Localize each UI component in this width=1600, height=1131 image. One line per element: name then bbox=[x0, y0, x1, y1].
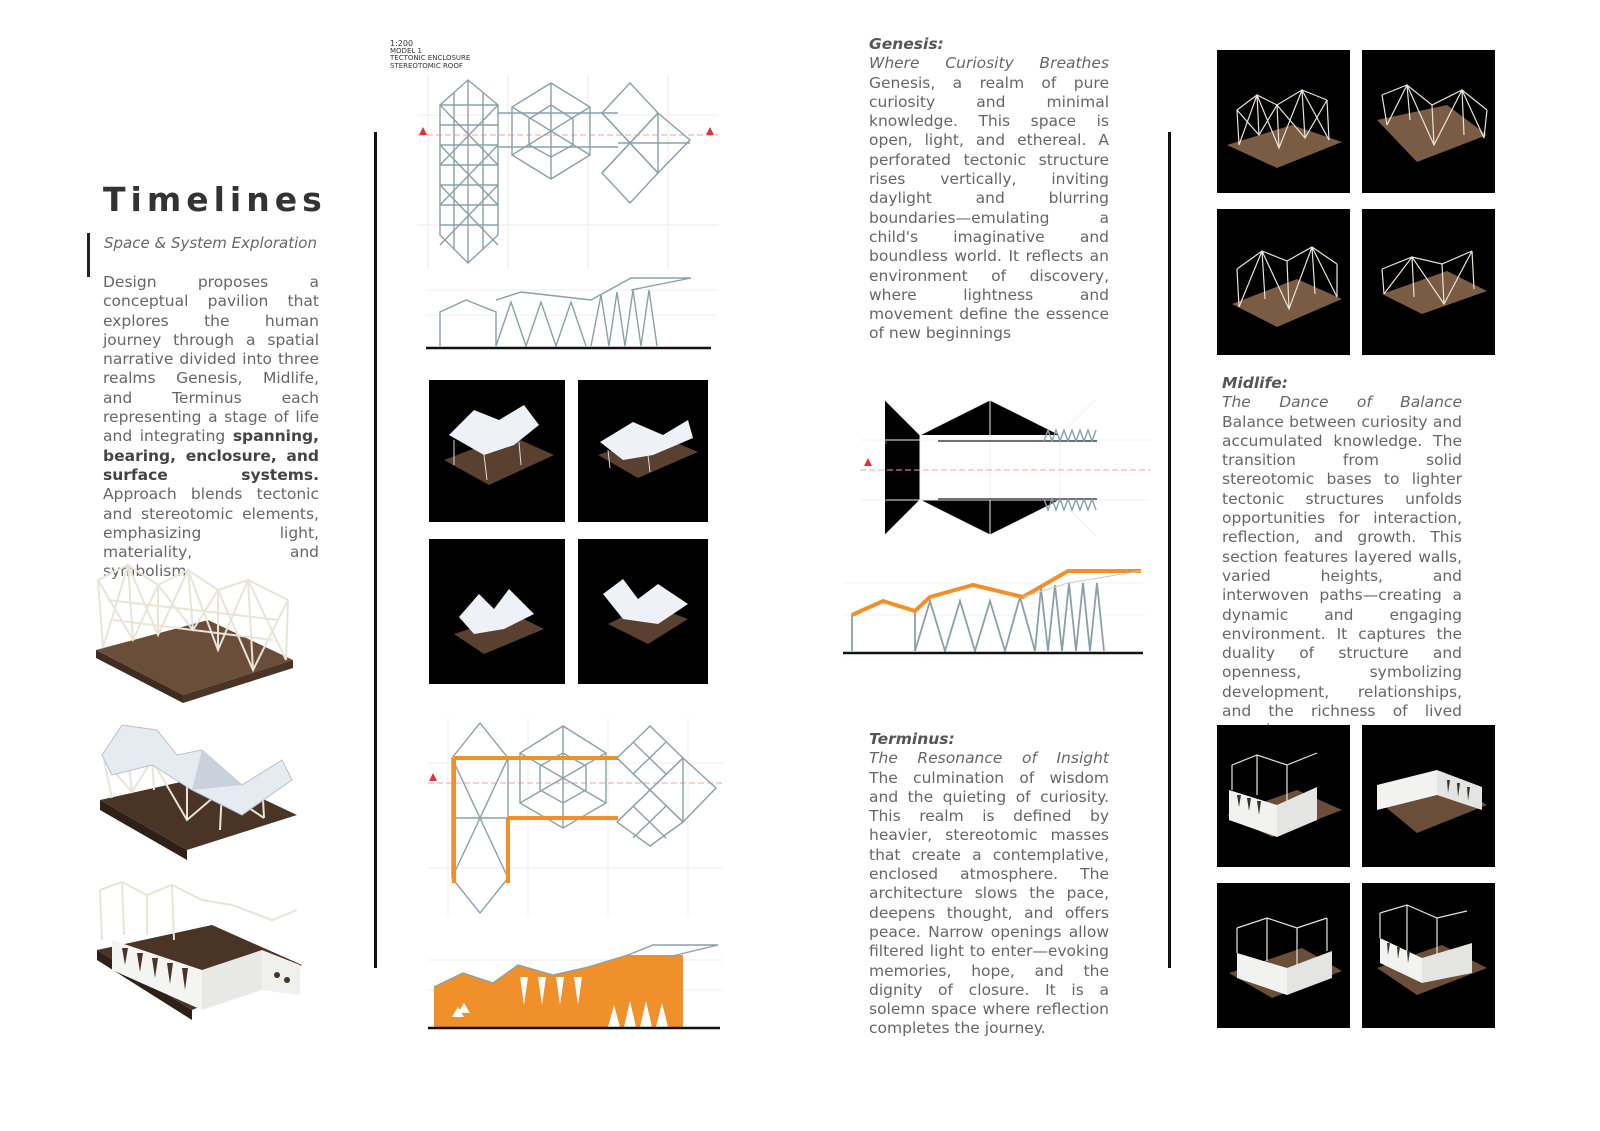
intro-text-bold: spanning, bearing, enclosure, and surface systems. bbox=[103, 427, 319, 484]
page-subtitle: Space & System Exploration bbox=[104, 234, 317, 252]
genesis-heading: Genesis: bbox=[869, 35, 944, 53]
model-photo-midlife-3 bbox=[1217, 209, 1350, 355]
model-line-2: STEREOTOMIC ROOF bbox=[390, 61, 463, 70]
model-label: MODEL 1 bbox=[390, 46, 422, 55]
genesis-subheading: Where Curiosity Breathes bbox=[869, 54, 1109, 73]
intro-paragraph bbox=[103, 273, 319, 582]
divider-right bbox=[1168, 132, 1171, 968]
section-drawing-genesis bbox=[426, 270, 716, 352]
model-photo-genesis-3 bbox=[429, 539, 565, 684]
subtitle-block bbox=[87, 233, 317, 277]
drawing-scale-label bbox=[390, 40, 470, 70]
model-photo-terminus-3 bbox=[1217, 883, 1350, 1028]
scale-value: 1:200 bbox=[390, 39, 414, 48]
midlife-body: Balance between curiosity and accumulated knowledge. The transition from solid stereotomic bases to lighter tectonic structures unfolds opportunities for interaction, reflection, and growth. This section features layered walls, varied heights, and interwoven paths—creating a dynamic and engaging environment. It captures the duality of structure and openness, symbolizing development, relationships, and the richness of lived bbox=[1222, 412, 1462, 721]
page-title: Timelines bbox=[103, 180, 327, 219]
plan-drawing-midlife bbox=[860, 400, 1150, 535]
terminus-block bbox=[869, 730, 1109, 1039]
midlife-heading: Midlife: bbox=[1222, 374, 1288, 392]
model-photo-midlife-2 bbox=[1362, 50, 1495, 193]
divider-left bbox=[374, 132, 377, 968]
midlife-block bbox=[1222, 374, 1462, 741]
terminus-heading: Terminus: bbox=[869, 730, 955, 748]
genesis-body: Genesis, a realm of pure curiosity and minimal knowledge. This space is open, light, and ethereal. A perforated tectonic structure rises vertically, inviting daylight and blurring boundaries—emulating a child's imaginative and boundless world. It reflects an environment of discovery, where lightness and movement define the essence of new beginnings bbox=[869, 73, 1109, 343]
model-photo-genesis-1 bbox=[429, 380, 565, 522]
model-photo-midlife-1 bbox=[1217, 50, 1350, 193]
model-photo-terminus-1 bbox=[1217, 725, 1350, 867]
intro-text-2: Approach blends tectonic and stereotomic elements, emphasizing light, materiality, and symbolism. bbox=[103, 485, 319, 581]
model-photo-terminus-4 bbox=[1362, 883, 1495, 1028]
model-photo-terminus bbox=[92, 880, 307, 1030]
model-photo-genesis-4 bbox=[578, 539, 708, 684]
plan-drawing-terminus bbox=[428, 718, 723, 916]
midlife-subheading: The Dance of Balance bbox=[1222, 393, 1462, 412]
terminus-subheading: The Resonance of Insight bbox=[869, 749, 1109, 768]
model-photo-terminus-2 bbox=[1362, 725, 1495, 867]
model-photo-midlife-4 bbox=[1362, 209, 1495, 355]
section-drawing-terminus bbox=[428, 935, 723, 1033]
plan-drawing-genesis bbox=[418, 75, 718, 270]
terminus-body: The culmination of wisdom and the quieting of curiosity. This realm is defined by heavier, stereotomic masses that create a contemplative, enclosed atmosphere. The architecture slows the pace, deepens thought, and offers peace. Narrow openings allow filtered light to enter—evoking memories, hope, and the dignity of closure. It is a solemn space where reflection completes the journey. bbox=[869, 768, 1109, 1038]
model-photo-genesis-2 bbox=[578, 380, 708, 522]
model-line-1: TECTONIC ENCLOSURE bbox=[390, 54, 471, 62]
model-photo-genesis bbox=[88, 560, 298, 710]
intro-text-1: Design proposes a conceptual pavilion that explores the human journey through a spatial narrative divided into three realms Genesis, Midlife, and Terminus each representing a stage of life and integrating bbox=[103, 273, 319, 446]
section-drawing-midlife bbox=[843, 553, 1145, 661]
genesis-block bbox=[869, 35, 1109, 344]
model-photo-midlife bbox=[92, 720, 302, 870]
